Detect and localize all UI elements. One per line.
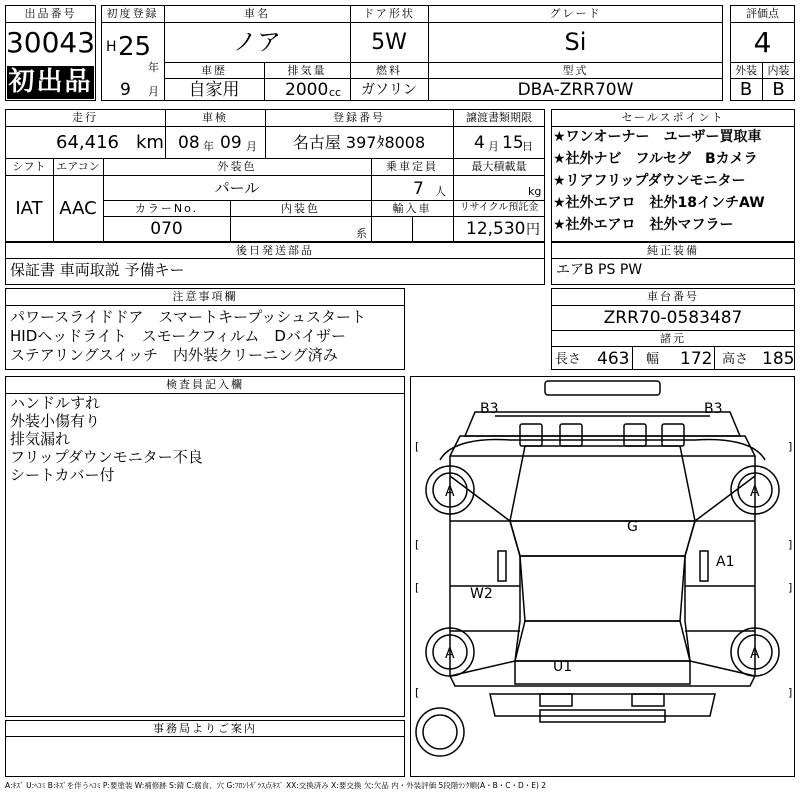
- svg-text:]: ]: [788, 538, 793, 551]
- damage-mark: A: [445, 484, 455, 500]
- inspector-line: 外装小傷有り: [10, 412, 101, 430]
- plate-label: 登録番号: [333, 111, 385, 124]
- later-parts-value: 保証書 車両取説 予備キー: [10, 261, 185, 279]
- rear-bumper: [490, 694, 715, 716]
- equipment-label: 純正装備: [647, 244, 699, 257]
- score-label: 評価点: [746, 7, 779, 20]
- damage-mark: A: [750, 484, 760, 500]
- recycle-value: 12,530: [466, 219, 526, 239]
- damage-mark: G: [627, 519, 638, 535]
- chassis-label: 車台番号: [647, 290, 699, 303]
- mileage-value: 64,416: [56, 132, 119, 153]
- hood-outline: [440, 440, 765, 460]
- equipment-value: エアB PS PW: [556, 262, 643, 278]
- shift-value: IAT: [15, 198, 43, 219]
- office-label: 事務局よりご案内: [153, 722, 257, 735]
- capacity-value: 7: [413, 179, 424, 199]
- lot-label: 出品番号: [24, 7, 77, 20]
- door-label: ドア形状: [363, 7, 415, 20]
- width-value: 172: [680, 349, 713, 369]
- inspector-line: フリップダウンモニター不良: [10, 448, 203, 466]
- sales-item: ★社外エアロ 社外マフラー: [553, 217, 734, 233]
- height-value: 185: [762, 349, 795, 369]
- svg-text:]: ]: [788, 440, 793, 453]
- svg-text:[: [: [415, 686, 420, 699]
- damage-mark: U1: [553, 659, 573, 675]
- width-label: 幅: [646, 352, 660, 367]
- ext-score: B: [739, 79, 753, 100]
- ac-value: AAC: [59, 198, 97, 219]
- colorno-label: カラーNo.: [134, 202, 199, 215]
- recycle-unit: 円: [526, 222, 540, 238]
- transfer-month-unit: 月: [488, 140, 499, 153]
- inspect-year-unit: 年: [203, 140, 214, 153]
- fuel-label: 燃料: [376, 64, 402, 77]
- damage-mark: B3: [704, 401, 723, 417]
- first-listing-badge: 初出品: [8, 67, 93, 97]
- inspect-year: 08: [178, 133, 200, 153]
- front-bumper-top: [545, 381, 660, 395]
- plate-value: 名古屋 397ﾀ8008: [292, 133, 426, 152]
- recycle-label: リサイクル預託金: [459, 202, 539, 213]
- ext-label: 外装: [735, 64, 757, 77]
- capacity-unit: 人: [435, 185, 446, 198]
- inspect-month: 09: [220, 133, 242, 153]
- svg-text:[: [: [415, 538, 420, 551]
- svg-text:]: ]: [788, 686, 793, 699]
- history-value: 自家用: [188, 80, 240, 100]
- colorno-value: 070: [150, 219, 183, 239]
- sales-item: ★リアフリップダウンモニター: [553, 173, 746, 189]
- disp-unit: cc: [329, 86, 342, 99]
- intcolor-unit: 系: [356, 227, 367, 240]
- hood: [510, 446, 695, 521]
- length-value: 463: [597, 349, 630, 369]
- int-score: B: [772, 79, 785, 100]
- grade-value: Si: [564, 28, 587, 56]
- rear-window: [515, 621, 690, 661]
- legend: A:ｷｽﾞ U:ﾍｺﾐ B:ｷｽﾞを伴うﾍｺﾐ P:要塗装 W:補修跡 S:錆 C:腐食、穴 G:ﾌﾛﾝﾄｶﾞﾗｽ点ｷｽﾞ XX:交換済み X:要交換 欠:欠品 内・外装評価 5段階ﾗﾝｸ順(A・B・C・D・E) 2: [5, 781, 547, 790]
- shift-label: シフト: [12, 160, 46, 173]
- reg-month: 9: [120, 80, 131, 100]
- ac-label: エアコン: [56, 160, 100, 173]
- inspector-line: ハンドルすれ: [10, 394, 101, 412]
- svg-text:]: ]: [788, 581, 793, 594]
- sales-item: ★社外エアロ 社外18インチAW: [553, 195, 765, 211]
- fuel-value: ガソリン: [361, 82, 417, 98]
- reg-year: 25: [118, 32, 152, 62]
- int-label: 内装: [767, 64, 790, 77]
- history-label: 車歴: [201, 64, 227, 77]
- transfer-day-unit: 日: [522, 140, 533, 153]
- notes-line: パワースライドドア スマートキープッシュスタート: [10, 308, 366, 326]
- load-unit: kg: [528, 185, 542, 198]
- height-label: 高さ: [722, 352, 749, 367]
- color-label: 外装色: [217, 160, 257, 173]
- sales-item: ★社外ナビ フルセグ Bカメラ: [553, 151, 758, 167]
- damage-mark: A: [750, 646, 760, 662]
- later-parts-label: 後日発送部品: [236, 244, 314, 257]
- load-label: 最大積載量: [471, 160, 527, 173]
- sales-label: セールスポイント: [621, 111, 725, 124]
- length-label: 長さ: [555, 352, 582, 367]
- windshield: [510, 521, 695, 556]
- notes-line: ステアリングスイッチ 内外装クリーニング済み: [10, 346, 338, 364]
- month-unit: 月: [148, 85, 159, 98]
- disp-label: 排気量: [287, 64, 327, 77]
- tailgate: [515, 661, 690, 684]
- era: H: [106, 39, 117, 55]
- notes-label: 注意事項欄: [172, 290, 238, 303]
- color-value: パール: [214, 179, 260, 197]
- transfer-label: 譲渡書類期限: [466, 111, 532, 124]
- damage-mark: B3: [480, 401, 499, 417]
- inspector-line: 排気漏れ: [10, 430, 71, 448]
- damage-mark: W2: [470, 586, 493, 602]
- chassis-value: ZRR70-0583487: [603, 308, 743, 328]
- roof: [520, 556, 685, 621]
- inspect-label: 車検: [202, 111, 228, 124]
- transfer-day: 15: [502, 133, 524, 153]
- sales-item: ★ワンオーナー ユーザー買取車: [553, 129, 762, 145]
- capacity-label: 乗車定員: [386, 160, 438, 173]
- model-label: 型式: [562, 64, 589, 77]
- grade-label: グレード: [549, 7, 602, 20]
- lot-number: 30043: [5, 26, 96, 59]
- inspector-line: シートカバー付: [10, 466, 115, 484]
- name-label: 車名: [244, 7, 270, 20]
- transfer-month: 4: [474, 133, 485, 153]
- inspector-label: 検査員記入欄: [166, 378, 244, 391]
- mileage-unit: km: [136, 132, 164, 153]
- import-label: 輸入車: [392, 202, 432, 215]
- damage-mark: A: [445, 646, 455, 662]
- score-value: 4: [753, 26, 772, 59]
- svg-text:[: [: [415, 581, 420, 594]
- door-value: 5W: [371, 30, 407, 55]
- model-value: DBA-ZRR70W: [517, 80, 634, 100]
- car-damage-diagram: [410, 376, 795, 777]
- body-side: [450, 456, 755, 686]
- mileage-label: 走行: [72, 111, 98, 124]
- year-unit: 年: [148, 61, 159, 74]
- car-name: ノア: [233, 28, 281, 56]
- reg-label: 初度登録: [106, 7, 159, 20]
- inspect-month-unit: 月: [246, 140, 257, 153]
- notes-line: HIDヘッドライト スモークフィルム Dバイザー: [10, 327, 346, 345]
- intcolor-label: 内装色: [281, 202, 320, 215]
- svg-text:[: [: [415, 440, 420, 453]
- dims-label: 諸元: [660, 332, 686, 345]
- damage-mark: A1: [716, 554, 735, 570]
- disp-value: 2000: [285, 80, 329, 100]
